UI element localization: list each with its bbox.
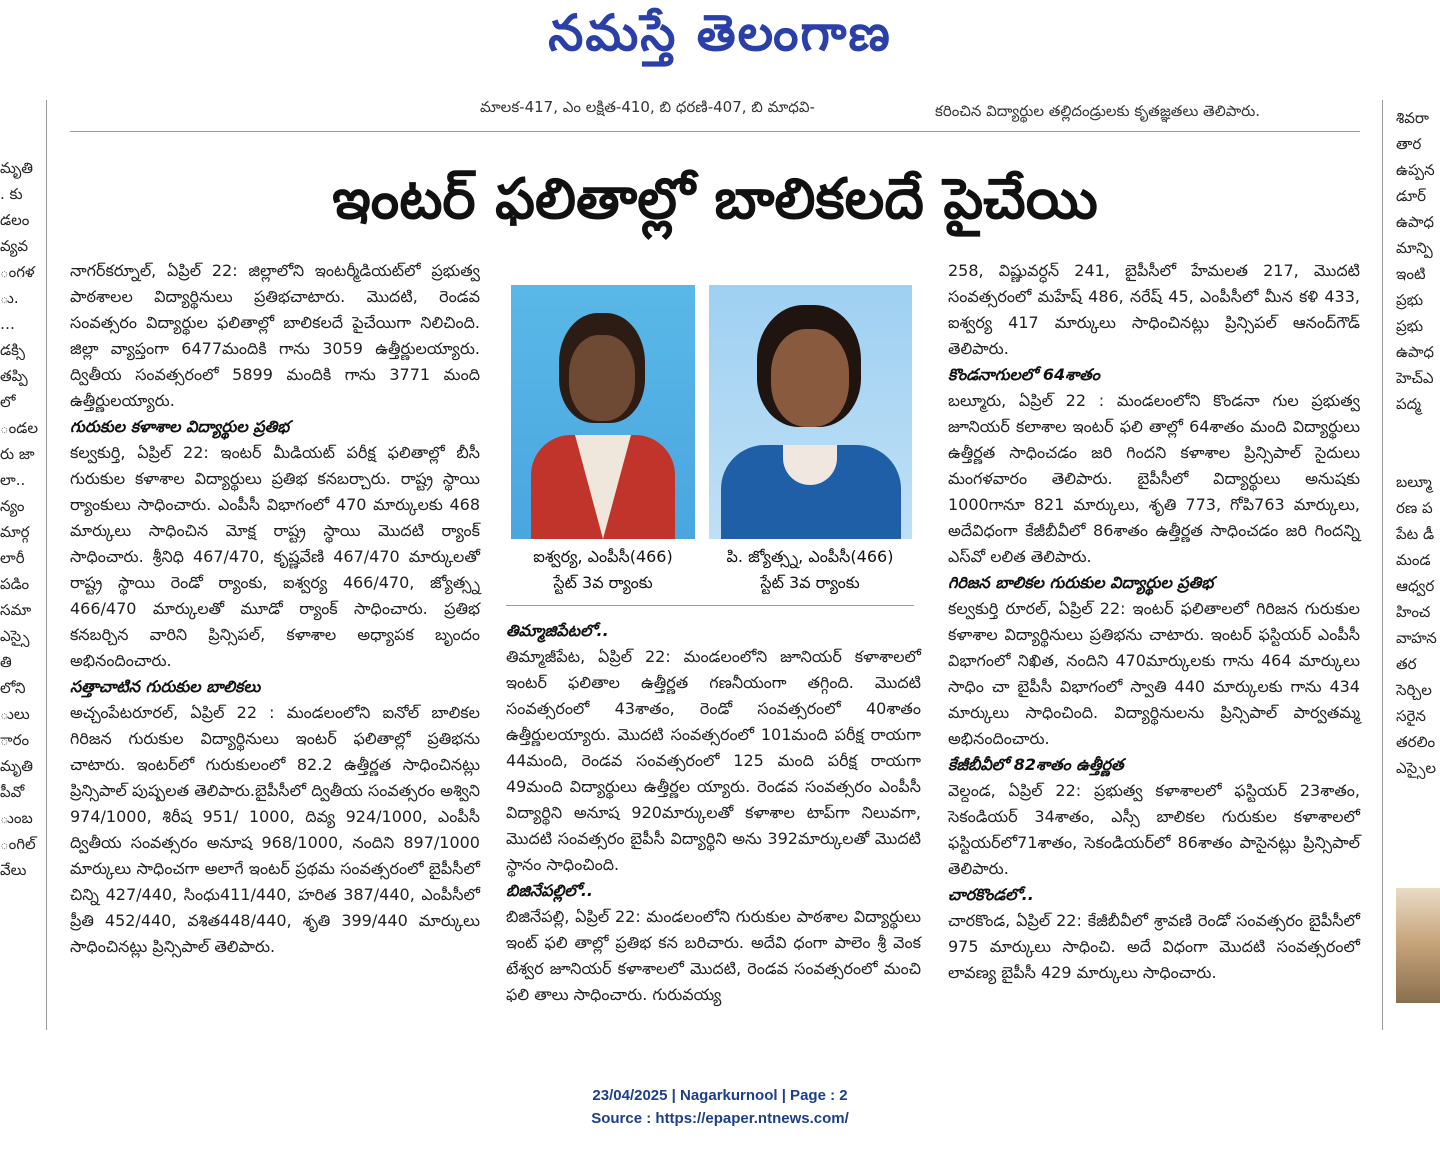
- article-paragraph: వెల్దండ, ఏప్రిల్ 22: ప్రభుత్వ కళాశాలలో ఫస్టియర్ 23శాతం, సెకండియర్ 34శాతం, ఎస్సీ బాలికల గురుకుల కళాశాలలో ఫస్టియర్‌లో71శాతం, సెకండియర్‌లో 86శాతం పాసైనట్లు ప్రిన్సిపాల్ తెలిపారు.: [948, 781, 1360, 878]
- edge-text-fragment: లో: [0, 393, 16, 411]
- section-heading: బిజినేపల్లిలో..: [506, 881, 593, 900]
- edge-text-fragment: తప్పి: [0, 367, 28, 385]
- photo-jyothsna: [709, 285, 912, 539]
- article-paragraph: తిమ్మాజీపేట, ఏప్రిల్ 22: మండలంలోని జూనియర్ కళాశాలలో ఇంటర్ ఫలితాల ఉత్తీర్ణత గణనీయంగా తగ్గింది. మొదటి సంవత్సరంలో 43శాతం, రెండో సంవత్సరంలో 40శాతం ఉత్తీర్ణులయ్యారు. మొదటి సంవత్సరంలో 101మంది పరీక్ష రాయగా 44మంది, రెండవ సంవత్సరంలో 125 మంది పరీక్ష రాయగా 49మంది విద్యార్థులు ఉత్తీర్ణల య్యారు. రెండవ సంవత్సరం ఎంపీసీ విద్యార్థిని అనూష 920మార్కులతో కళాశాల టాప్‌గా నిలువగా, మొదటి సంవత్సరం బైపీసీ విద్యార్థిని అను 392మార్కులతో మొదటి స్థానం సాధించింది.: [506, 647, 921, 874]
- edge-text-fragment: మాన్పి: [1396, 239, 1433, 257]
- edge-text-fragment: పేట డీ: [1396, 525, 1435, 543]
- top-rule: [70, 131, 1360, 132]
- article-paragraph: నాగర్‌కర్నూల్, ఏప్రిల్ 22: జిల్లాలోని ఇంటర్మీడియట్‌లో ప్రభుత్వ పాఠశాలల విద్యార్థినులు ప్రతిభచాటారు. మొదటి, రెండవ సంవత్సరం విద్యార్థుల ఫలితాల్లో బాలికలదే పైచేయిగా నిలిచింది. జిల్లా వ్యాప్తంగా 6477మందికి గాను 3059 ఉత్తీర్ణులయ్యారు. ద్వితీయ సంవత్సరంలో 5899 మందికి గాను 3771 మంది ఉత్తీర్ణులయ్యారు.: [70, 261, 480, 410]
- caption-line-1: ఐశ్వర్య, ఎంపీసీ(466): [533, 547, 673, 566]
- article-paragraph: 258, విష్ణువర్ధన్ 241, బైపీసీలో హేమలత 217, మొదటి సంవత్సరంలో మహేష్ 486, నరేష్ 45, ఎంపీసీలో మీన కళి 433, ఐశ్వర్య 417 మార్కులు సాధించినట్లు ప్రిన్సిపల్ ఆనంద్‌గౌడ్ తెలిపారు.: [948, 261, 1360, 358]
- article-paragraph: చారకొండ, ఏప్రిల్ 22: కేజీబీవీలో శ్రావణి రెండో సంవత్సరం బైపీసీలో 975 మార్కులు సాధించి. అదే విధంగా మొదటి సంవత్సరంలో లావణ్య బైపీసీ 429 మార్కులు సాధించారు.: [948, 911, 1360, 982]
- edge-text-fragment: …: [0, 315, 15, 333]
- edge-text-fragment: బల్మూ: [1396, 473, 1432, 491]
- edge-text-fragment: [1396, 443, 1440, 469]
- edge-text-fragment: తర: [1396, 655, 1417, 673]
- edge-text-fragment: రణ ప: [1396, 499, 1433, 517]
- edge-text-fragment: ంగళ: [0, 263, 35, 281]
- column-1: [70, 258, 480, 960]
- photo-face: [569, 335, 635, 421]
- edge-text-fragment: హెచ్ఎ: [1396, 369, 1434, 387]
- edge-text-fragment: తరలిం: [1396, 733, 1436, 751]
- photo-caption-jyothsna: [700, 544, 920, 596]
- edge-text-fragment: లా..: [0, 471, 26, 489]
- edge-text-fragment: ఎస్సైల: [1396, 759, 1437, 777]
- edge-text-fragment: వాహన: [1396, 629, 1437, 647]
- photo-caption-aishwarya: [511, 544, 695, 596]
- right-column-divider: [1382, 100, 1383, 1030]
- edge-text-fragment: ఉపాధ: [1396, 343, 1435, 361]
- edge-text-fragment: ఇంటి: [1396, 265, 1426, 283]
- edge-text-fragment: ు.: [0, 289, 19, 307]
- article-paragraph: బల్మూరు, ఏప్రిల్ 22 : మండలంలోని కొండనా గుల ప్రభుత్వ జూనియర్ కలాశాల ఇంటర్ ఫలి తాల్లో 64శాతం మంది విద్యార్థులు ఉత్తీర్ణత సాధించడం జరి గిందని కళాశాల ప్రిన్సిపాల్ సైదులు మంగళవారం తెలిపారు. బైపీసీలో విద్యార్థులు అనుషకు 1000గానూ 821 మార్కులు, శృతి 773, గోపి763 మార్కులు, అదేవిధంగా కేజీబీవీలో 86శాతం ఉత్తీర్ణత సాధించడం జరి గిందన్ని ఎస్‌వో లలిత తెలిపారు.: [948, 391, 1360, 566]
- article-paragraph: అచ్చంపేటరూరల్, ఏప్రిల్ 22 : మండలంలోని ఐనోల్ బాలికల గిరిజన గురుకుల విద్యార్థినులు ఇంటర్ ఫలితాల్లో ప్రతిభను చాటారు. ఇంటర్‌లో గురుకులంలో 82.2 ఉత్తీర్ణత సాధించినట్లు ప్రిన్సిపాల్ పుష్పలత తెలిపారు.బైపీసీలో ద్వితీయ సంవత్సరం అశ్విని 974/1000, శిరీష 951/ 1000, దివ్య 924/1000, ఎంపీసీ ద్వితీయ సంవత్సరం అనూష 968/1000, నందిని 897/1000 మార్కులు సాధించగా అలాగే ఇంటర్ ప్రథమ సంవత్సరంలో బైపీసీలో చిన్ని 427/440, సింధు411/440, హరిత 387/440, ఎంపీసీలో ప్రీతి 452/440, వశిత448/440, శృతి 399/440 మార్కులు సాధించినట్లు ప్రిన్సిపాల్ తెలిపారు.: [70, 703, 480, 956]
- edge-text-fragment: ఎస్సై: [0, 627, 30, 645]
- edge-text-fragment: న్యం: [0, 497, 25, 515]
- section-heading: గురుకుల కళాశాల విద్యార్థుల ప్రతిభ: [70, 417, 290, 436]
- footer-source-line: Source : https://epaper.ntnews.com/: [591, 1110, 849, 1127]
- top-strip-left: మాలక-417, ఎం లక్షిత-410, బి ధరణి-407, బి మాధవి-: [480, 98, 815, 116]
- edge-text-fragment: డూర్: [1396, 187, 1427, 205]
- edge-text-fragment: శివరా: [1396, 109, 1429, 127]
- edge-text-fragment: సెర్చిల: [1396, 681, 1432, 699]
- edge-text-fragment: ారం: [0, 731, 30, 749]
- section-heading: కేజీబీవీలో 82శాతం ఉత్తీర్ణత: [948, 755, 1124, 774]
- edge-text-fragment: రు జా: [0, 445, 35, 463]
- edge-text-fragment: లారీ: [0, 549, 25, 567]
- edge-text-fragment: లోని: [0, 679, 26, 697]
- edge-text-fragment: ుంబ: [0, 809, 33, 827]
- article-paragraph: బిజినేపల్లి, ఏప్రిల్ 22: మండలంలోని గురుకుల పాఠశాల విద్యార్థులు ఇంట్ ఫలి తాల్లో ప్రతిభ కన బరిచారు. అదేవి ధంగా పాలెం శ్రీ వెంక టేశ్వర జూనియర్ కళాశాలలో మొదటి, రెండవ సంవత్సరంలో మంచి ఫలి తాలు సాధించారు. గురువయ్య: [506, 907, 921, 1004]
- edge-text-fragment: వ్యవ: [0, 237, 29, 255]
- footer-date-line: 23/04/2025 | Nagarkurnool | Page : 2: [592, 1087, 848, 1104]
- edge-text-fragment: ప్రభు: [1396, 291, 1424, 309]
- edge-text-fragment: . కు: [0, 185, 23, 203]
- column-2: [506, 618, 921, 1008]
- left-column-divider: [46, 100, 47, 1030]
- photo-rule: [506, 605, 914, 606]
- edge-text-fragment: పడిం: [0, 575, 30, 593]
- masthead-logo: నమస్తే తెలంగాణ: [548, 4, 892, 62]
- masthead: [0, 0, 1440, 90]
- article-paragraph: కల్వకుర్తి రూరల్, ఏప్రిల్ 22: ఇంటర్ ఫలితాలలో గిరిజన గురుకుల కళాశాల విద్యార్థినులు ప్రతిభను చాటారు. ఇంటర్ ఫస్టియర్ ఎంపీసీ విభాగంలో నిఖిత, నందిని 470మార్కులకు గాను 464 మార్కులు సాధిం చా బైపీసీ విభాగంలో స్వాతి 440 మార్కులకు గాను 434 మార్కులు సాధించింది. విద్యార్థినులను ప్రిన్సిపాల్ పార్వతమ్మ అభినందించారు.: [948, 599, 1360, 748]
- left-edge-column: [0, 155, 42, 883]
- edge-text-fragment: వేలు: [0, 861, 27, 879]
- edge-text-fragment: [1396, 417, 1440, 443]
- edge-text-fragment: డక్సి: [0, 341, 26, 359]
- edge-text-fragment: డలం: [0, 211, 30, 229]
- headline: ఇంటర్ ఫలితాల్లో బాలికలదే పైచేయి: [332, 167, 1098, 232]
- edge-text-fragment: హించ: [1396, 603, 1431, 621]
- right-edge-photo: [1396, 888, 1440, 1003]
- edge-text-fragment: సమా: [0, 601, 32, 619]
- edge-text-fragment: మృతి: [0, 159, 34, 177]
- edge-text-fragment: ఉప్పన: [1396, 161, 1435, 179]
- section-heading: కొండనాగులలో 64శాతం: [948, 365, 1100, 384]
- edge-text-fragment: మృతి: [0, 757, 34, 775]
- edge-text-fragment: సరైన: [1396, 707, 1426, 725]
- photo-aishwarya: [511, 285, 695, 539]
- edge-text-fragment: పీవో: [0, 783, 25, 801]
- edge-text-fragment: ులు: [0, 705, 30, 723]
- edge-text-fragment: తి: [0, 653, 12, 671]
- edge-text-fragment: ఆధ్వర: [1396, 577, 1435, 595]
- edge-text-fragment: మార్గ: [0, 523, 30, 541]
- caption-line-2: స్టేట్ 3వ ర్యాంకు: [760, 573, 860, 592]
- top-strip-right: కరించిన విద్యార్థుల తల్లిదండ్రులకు కృతజ్ఞతలు తెలిపారు.: [935, 102, 1261, 120]
- caption-line-1: పి. జ్యోత్స్న, ఎంపీసీ(466): [726, 547, 894, 566]
- edge-text-fragment: ండల: [0, 419, 39, 437]
- edge-text-fragment: ంగిల్: [0, 835, 36, 853]
- section-heading: గిరిజన బాలికల గురుకుల విద్యార్థుల ప్రతిభ: [948, 573, 1214, 592]
- edge-text-fragment: ప్రభు: [1396, 317, 1424, 335]
- edge-text-fragment: పద్మ: [1396, 395, 1422, 413]
- edge-text-fragment: ఉపాధ: [1396, 213, 1435, 231]
- photo-face: [771, 329, 849, 427]
- column-3: [948, 258, 1360, 986]
- right-edge-column: [1396, 105, 1440, 781]
- section-heading: సత్తాచాటిన గురుకుల బాలికలు: [70, 677, 261, 696]
- edge-text-fragment: మండ: [1396, 551, 1431, 569]
- section-heading: చారకొండలో..: [948, 885, 1034, 904]
- article-paragraph: కల్వకుర్తి, ఏప్రిల్ 22: ఇంటర్ మీడియట్ పరీక్ష ఫలితాల్లో బీసీ గురుకుల కళాశాల విద్యార్థులు ప్రతిభ కనబర్చారు. రాష్ట్ర స్థాయి ర్యాంకులు సాధించారు. ఎంపీసీ విభాగంలో 470 మార్కులకు 468 మార్కులు సాధించిన మోక్ష రాష్ట్ర స్థాయి మొదటి ర్యాంక్ సాధించారు. శ్రీనిధి 467/470, కృష్ణవేణి 467/470 మార్కులతో రాష్ట్ర స్థాయి రెండో ర్యాంకు, ఐశ్వర్య 466/470, జ్యోత్స్న 466/470 మార్కులతో మూడో ర్యాంక్ సాధించారు. ప్రతిభ కనబర్చిన వారిని ప్రిన్సిపల్, కళాశాల అధ్యాపక బృందం అభినందించారు.: [70, 443, 480, 670]
- edge-text-fragment: తార: [1396, 135, 1422, 153]
- section-heading: తిమ్మాజిపేటలో..: [506, 621, 609, 640]
- caption-line-2: స్టేట్ 3వ ర్యాంకు: [553, 573, 653, 592]
